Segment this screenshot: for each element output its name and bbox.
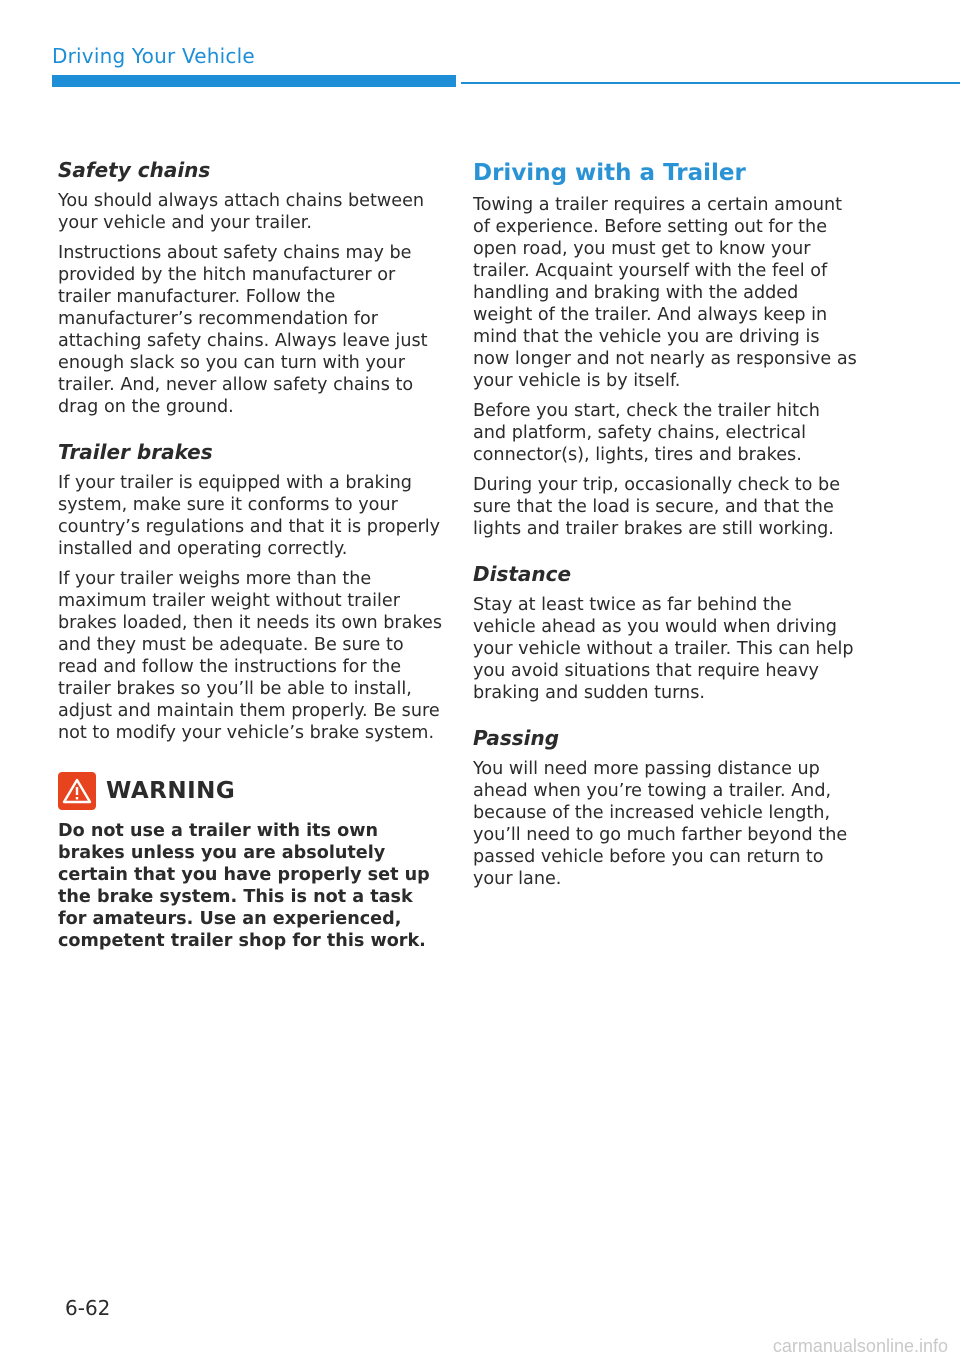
trailer-brakes-heading: Trailer brakes [58, 440, 213, 464]
driving-with-trailer-heading: Driving with a Trailer [473, 160, 746, 186]
passing-heading: Passing [473, 726, 560, 750]
warning-text: Do not use a trailer with its own brakes unless you are absolutely certain that you have properly set up the brake system. This is not a task for amateurs. Use an experienced, competent trailer shop for this work. [58, 821, 430, 951]
left-column [58, 158, 442, 952]
trailer-brakes-paragraph-1: If your trailer is equipped with a braking system, make sure it conforms to your country’s regulations and that it is properly installed and operating correctly. [58, 473, 441, 559]
header-rule-thick [52, 75, 456, 87]
page-number: 6-62 [65, 1296, 111, 1320]
warning-triangle-icon [58, 772, 96, 810]
driving-paragraph-3: During your trip, occasionally check to be sure that the load is secure, and that the lights and trailer brakes are still working. [473, 475, 841, 539]
page-header-title: Driving Your Vehicle [52, 44, 255, 68]
driving-paragraph-1: Towing a trailer requires a certain amount of experience. Before setting out for the open road, you must get to know your trailer. Acquaint yourself with the feel of handling and braking with the added weight of the trailer. And always keep in mind that the vehicle you are driving is now longer and not nearly as responsive as your vehicle is by itself. [473, 195, 857, 391]
safety-chains-paragraph-1: You should always attach chains between your vehicle and your trailer. [58, 191, 425, 233]
warning-header [58, 772, 442, 810]
distance-paragraph: Stay at least twice as far behind the vehicle ahead as you would when driving your vehicle without a trailer. This can help you avoid situations that require heavy braking and sudden turns. [473, 595, 854, 703]
driving-paragraph-2: Before you start, check the trailer hitch and platform, safety chains, electrical connector(s), lights, tires and brakes. [473, 401, 820, 465]
safety-chains-heading: Safety chains [58, 158, 211, 182]
watermark: carmanualsonline.info [772, 1336, 948, 1356]
safety-chains-paragraph-2: Instructions about safety chains may be provided by the hitch manufacturer or trailer manufacturer. Follow the manufacturer’s recommendation for attaching safety chains. Always leave just enough slack so you can turn with your trailer. And, never allow safety chains to drag on the ground. [58, 243, 428, 417]
passing-paragraph: You will need more passing distance up ahead when you’re towing a trailer. And, because of the increased vehicle length, you’ll need to go much farther beyond the passed vehicle before you can return to your lane. [473, 759, 848, 889]
trailer-brakes-paragraph-2: If your trailer weighs more than the maximum trailer weight without trailer brakes loaded, then it needs its own brakes and they must be adequate. Be sure to read and follow the instructions for the trailer brakes so you’ll be able to install, adjust and maintain them properly. Be sure not to modify your vehicle’s brake system. [58, 569, 443, 743]
header-rule-thin [461, 82, 960, 84]
right-column [473, 158, 857, 898]
distance-heading: Distance [473, 562, 572, 586]
warning-label: WARNING [106, 778, 236, 804]
